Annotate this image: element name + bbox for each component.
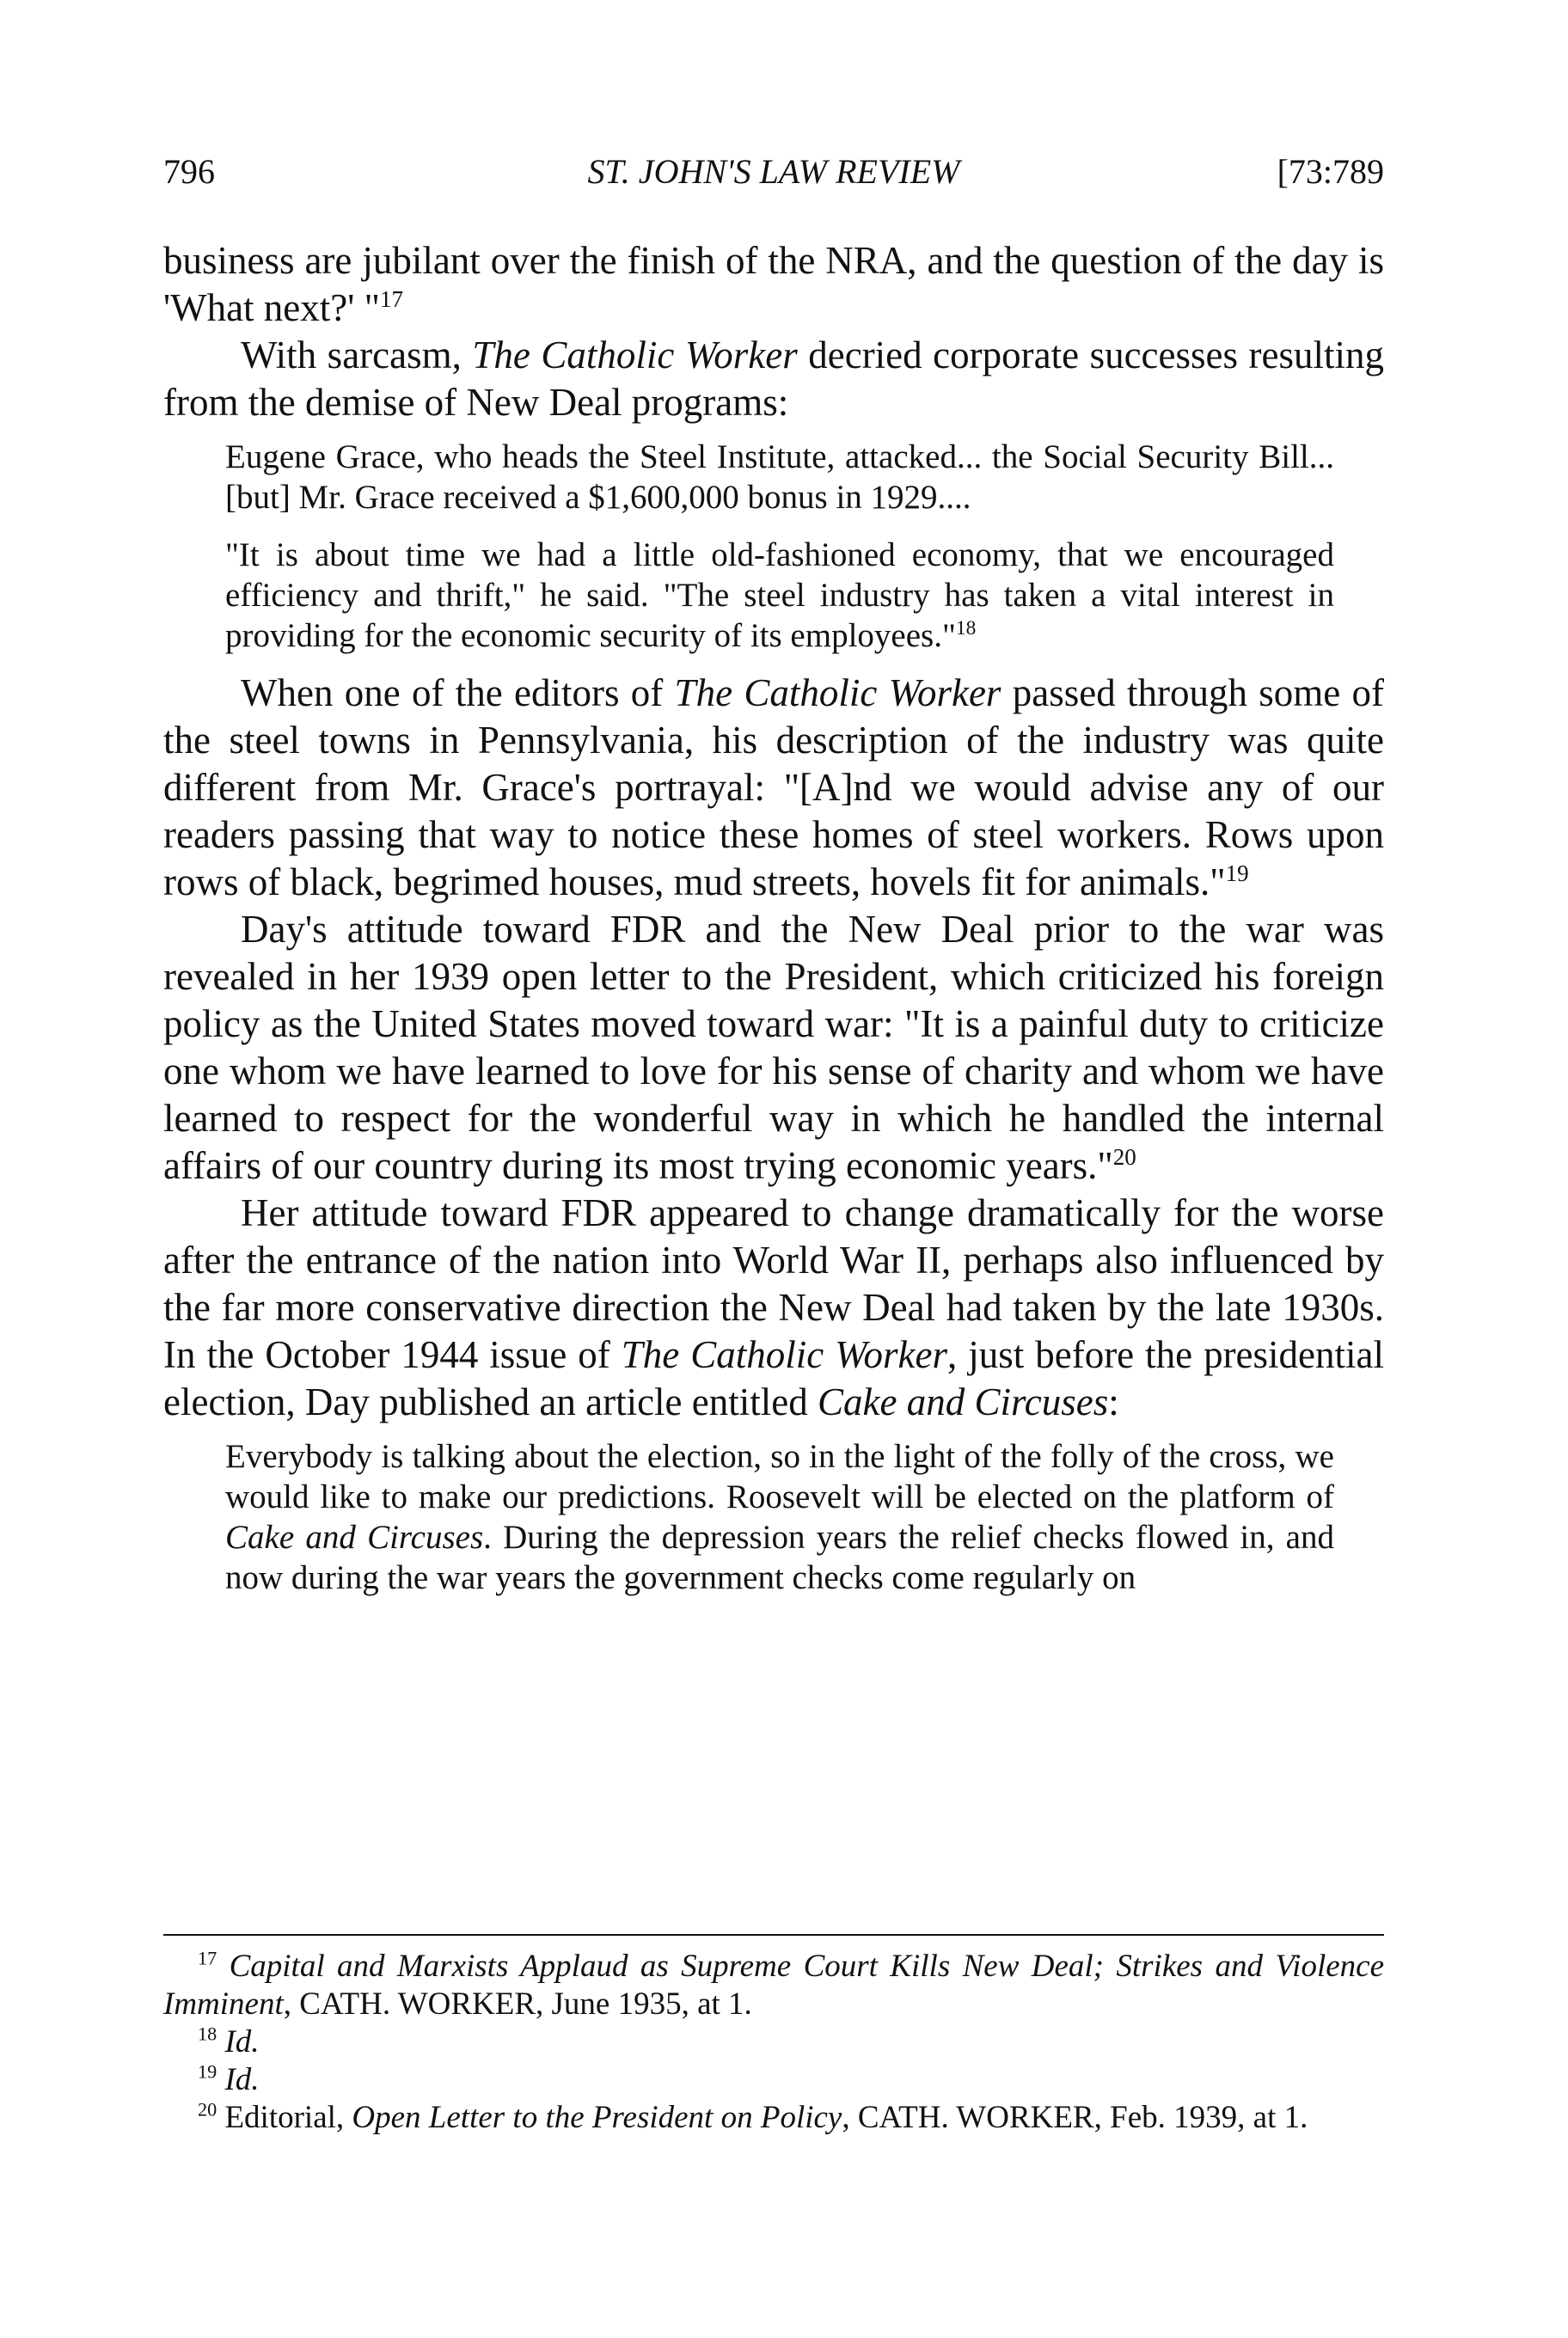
footnote-ref-17: 17 bbox=[379, 286, 403, 312]
footnote-number: 20 bbox=[198, 2098, 217, 2121]
article-title: Cake and Circuses bbox=[817, 1380, 1109, 1423]
block-quote-1-para-1: Eugene Grace, who heads the Steel Institute, attacked... the Social Security Bill... [but] Mr. Grace received a $1,600,000 bonus in 1929.... bbox=[225, 438, 1334, 516]
footnote-date: , June 1935, at 1. bbox=[536, 1986, 752, 2022]
paragraph-2-text-a: With sarcasm, bbox=[241, 334, 473, 376]
footnote-title: Open Letter to the President on Policy bbox=[352, 2100, 842, 2135]
paragraph-2 bbox=[163, 332, 1384, 426]
footnote-text: Id. bbox=[224, 2024, 260, 2060]
footnote-text: Id. bbox=[224, 2062, 260, 2097]
main-text bbox=[163, 237, 1384, 1612]
running-header bbox=[163, 151, 1384, 203]
footnote-source: , CATH. WORKER bbox=[283, 1986, 536, 2022]
paragraph-3-text-b: passed through some of the steel towns in Pennsylvania, his description of the industry was quite different from Mr. Grace's portrayal: "[A]nd we would advise any of our readers passing that way to notice these homes of steel workers. Rows upon rows of black, begrimed houses, mud streets, hovels fit for animals." bbox=[163, 671, 1384, 903]
footnote-18 bbox=[163, 2023, 1384, 2061]
footnote-number: 19 bbox=[198, 2060, 217, 2083]
publication-title: The Catholic Worker bbox=[621, 1333, 948, 1376]
block-quote-2 bbox=[225, 1436, 1334, 1598]
journal-title: ST. JOHN'S LAW REVIEW bbox=[587, 152, 960, 191]
block-quote-2-para-1 bbox=[225, 1436, 1334, 1598]
article-title: Cake and Circuses bbox=[225, 1519, 484, 1556]
paragraph-2-text-b: decried corporate successes resulting from the demise of New Deal programs: bbox=[163, 334, 1384, 424]
footnote-17 bbox=[163, 1948, 1384, 2023]
paragraph-5-text-b: , just before the presidential election, Day published an article entitled bbox=[163, 1333, 1384, 1423]
footnote-19 bbox=[163, 2061, 1384, 2099]
paragraph-1-text: business are jubilant over the finish of the NRA, and the question of the day is 'What next?' " bbox=[163, 239, 1384, 329]
footnote-ref-18: 18 bbox=[955, 617, 977, 640]
footnote-ref-20: 20 bbox=[1112, 1144, 1136, 1170]
footnote-prefix: Editorial, bbox=[224, 2100, 352, 2135]
publication-title: The Catholic Worker bbox=[674, 671, 1001, 714]
paragraph-5-text-c: : bbox=[1108, 1380, 1119, 1423]
paragraph-4-text: Day's attitude toward FDR and the New Deal prior to the war was revealed in her 1939 open letter to the President, which criticized his foreign policy as the United States moved toward war: "It is a painful duty to criticize one whom we have learned to love for his sense of charity and whom we have learned to respect for the wonderful way in which he handled the internal affairs of our country during its most trying economic years." bbox=[163, 908, 1384, 1187]
page-number: 796 bbox=[163, 152, 215, 191]
block-quote-1 bbox=[225, 437, 1334, 656]
paragraph-5 bbox=[163, 1190, 1384, 1426]
publication-title: The Catholic Worker bbox=[472, 334, 798, 376]
block-quote-2-text-a: Everybody is talking about the election, so in the light of the folly of the cross, we would like to make our predictions. Roosevelt will be elected on the platform of bbox=[225, 1438, 1334, 1515]
footnote-20 bbox=[163, 2099, 1384, 2137]
footnote-divider bbox=[163, 1934, 1384, 1936]
block-quote-1-para-2-text: "It is about time we had a little old-fashioned economy, that we encouraged efficiency and thrift," he said. "The steel industry has taken a vital interest in providing for the economic security of its employees." bbox=[225, 536, 1334, 654]
paragraph-3-text-a: When one of the editors of bbox=[241, 671, 675, 714]
block-quote-1-para-2 bbox=[225, 535, 1334, 656]
block-quote-2-text-b: . During the depression years the relief checks flowed in, and now during the war years the government checks come regularly on bbox=[225, 1519, 1334, 1596]
footnote-date: , Feb. 1939, at 1. bbox=[1093, 2100, 1308, 2135]
footnote-number: 17 bbox=[198, 1947, 217, 1969]
footnote-number: 18 bbox=[198, 2023, 217, 2045]
paragraph-4 bbox=[163, 906, 1384, 1190]
paragraph-5-text-a: Her attitude toward FDR appeared to change dramatically for the worse after the entrance of the nation into World War II, perhaps also influenced by the far more conservative direction the New Deal had taken by the late 1930s. In the October 1944 issue of bbox=[163, 1191, 1384, 1376]
footnote-ref-19: 19 bbox=[1225, 860, 1249, 886]
paragraph-1 bbox=[163, 237, 1384, 332]
volume-citation: [73:789 bbox=[1277, 152, 1384, 191]
footnotes bbox=[163, 1948, 1384, 2137]
footnote-title: Capital and Marxists Applaud as Supreme Court Kills New Deal; Strikes and Violence Imminent bbox=[163, 1949, 1385, 2022]
footnote-source: , CATH. WORKER bbox=[842, 2100, 1094, 2135]
paragraph-3 bbox=[163, 670, 1384, 906]
